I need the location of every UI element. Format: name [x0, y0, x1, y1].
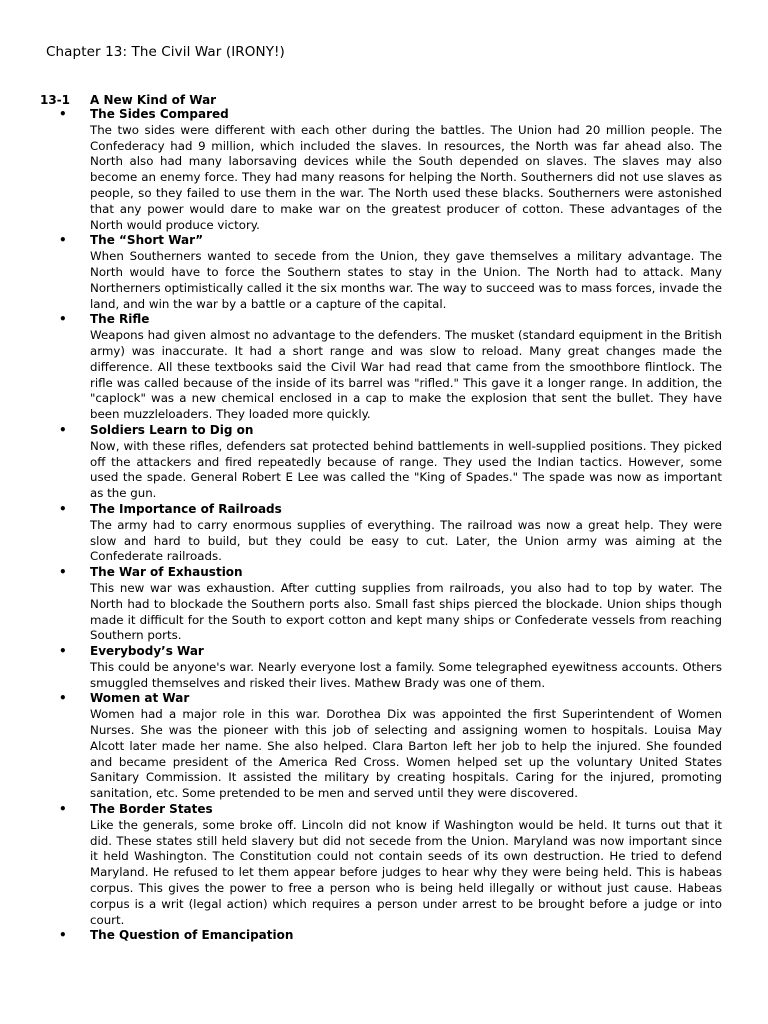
- topic-heading: The War of Exhaustion: [90, 565, 243, 580]
- topic-body: Like the generals, some broke off. Lincoln did not know if Washington would be held. It turns out that it did. These states still held slavery but did not secede from the Union. Maryland was now important since it held Washington. The Constitution could not contain seeds of its own destruction. He tried to defend Maryland. He refused to let them appear before judges to hear why they were being held. This is habeas corpus. This gives the power to free a person who is being held illegally or without just cause. Habeas corpus is a writ (legal action) which requires a person under arrest to be brought before a judge or into court.: [90, 817, 722, 927]
- chapter-title: Chapter 13: The Civil War (IRONY!): [46, 44, 285, 60]
- topic-body: Now, with these rifles, defenders sat protected behind battlements in well-supplied positions. They picked off the attackers and fired repeatedly because of range. They used the Indian tactics. However, some used the spade. General Robert E Lee was called the "King of Spades." The spade was now as important as the gun.: [90, 438, 722, 501]
- topic-body: Women had a major role in this war. Dorothea Dix was appointed the first Superintendent of Women Nurses. She was the pioneer with this job of selecting and assigning women to hospitals. Louisa May Alcott later made her name. She also helped. Clara Barton left her job to help the injured. She founded and became president of the America Red Cross. Women helped set up the voluntary United States Sanitary Commission. It assisted the military by creating hospitals. Caring for the injured, promoting sanitation, etc. Some pretended to be men and served until they were discovered.: [90, 707, 722, 801]
- topic-soldiers-dig: [0, 423, 722, 502]
- bullet-icon: •: [59, 928, 67, 943]
- topic-heading: The Rifle: [90, 312, 150, 327]
- section-number: 13-1: [40, 93, 71, 107]
- topic-rifle: [0, 312, 722, 423]
- bullet-icon: •: [59, 802, 67, 817]
- topic-everybodys-war: [0, 644, 722, 691]
- bullet-icon: •: [59, 422, 67, 437]
- topic-body: The two sides were different with each other during the battles. The Union had 20 million people. The Confederacy had 9 million, which included the slaves. In resources, the North was far ahead also. The North also had many laborsaving devices while the South depended on slaves. The slaves may also become an enemy force. They had many reasons for helping the North. Southerners did not use slaves as people, so they failed to use them in the war. The North used these blacks. Southerners were astonished that any power would dare to make war on the greatest producer of cotton. These advantages of the North would produce victory.: [90, 122, 722, 232]
- topic-sides-compared: [0, 107, 722, 233]
- bullet-icon: •: [59, 691, 67, 706]
- topic-border-states: [0, 802, 722, 928]
- topic-railroads: [0, 502, 722, 565]
- bullet-icon: •: [59, 501, 67, 516]
- topic-body: The army had to carry enormous supplies of everything. The railroad was now a great help. They were slow and hard to build, but they could be easy to cut. Later, the Union army was aiming at the Confederate railroads.: [90, 517, 722, 564]
- topic-emancipation: [0, 928, 722, 944]
- bullet-icon: •: [59, 107, 67, 121]
- topic-heading: The Question of Emancipation: [90, 928, 294, 943]
- topic-heading: The Border States: [90, 802, 213, 817]
- topic-women-at-war: [0, 691, 722, 802]
- topic-heading: The Sides Compared: [90, 107, 229, 121]
- section-title: A New Kind of War: [90, 93, 217, 107]
- bullet-icon: •: [59, 233, 67, 248]
- topic-body: Weapons had given almost no advantage to the defenders. The musket (standard equipment in the British army) was inaccurate. It had a short range and was slow to reload. Many great changes made the difference. All these textbooks said the Civil War had read that came from the smoothbore flintlock. The rifle was called because of the inside of its barrel was "rifled." This gave it a longer range. In addition, the "caplock" was a new chemical enclosed in a cap to make the explosion that sent the bullet. They have been muzzleloaders. They loaded more quickly.: [90, 328, 722, 422]
- topic-short-war: [0, 233, 722, 312]
- topic-list: [0, 107, 768, 944]
- bullet-icon: •: [59, 644, 67, 659]
- topic-body: This could be anyone's war. Nearly everyone lost a family. Some telegraphed eyewitness accounts. Others smuggled themselves and risked their lives. Mathew Brady was one of them.: [90, 659, 722, 690]
- topic-heading: Everybody’s War: [90, 644, 204, 659]
- topic-body: This new war was exhaustion. After cutting supplies from railroads, you also had to top by water. The North had to blockade the Southern ports also. Small fast ships pierced the blockade. Union ships though made it difficult for the South to export cotton and kept many ships or Confederate vessels from reaching Southern ports.: [90, 580, 722, 643]
- bullet-icon: •: [59, 312, 67, 327]
- topic-heading: The Importance of Railroads: [90, 501, 282, 516]
- bullet-icon: •: [59, 565, 67, 580]
- topic-body: When Southerners wanted to secede from the Union, they gave themselves a military advantage. The North would have to force the Southern states to stay in the Union. The North had to attack. Many Northerners optimistically called it the six months war. The way to succeed was to mass forces, invade the land, and win the war by a battle or a capture of the capital.: [90, 249, 722, 311]
- topic-heading: Women at War: [90, 691, 190, 706]
- topic-war-of-exhaustion: [0, 565, 722, 644]
- topic-heading: Soldiers Learn to Dig on: [90, 422, 254, 437]
- topic-heading: The “Short War”: [90, 233, 204, 248]
